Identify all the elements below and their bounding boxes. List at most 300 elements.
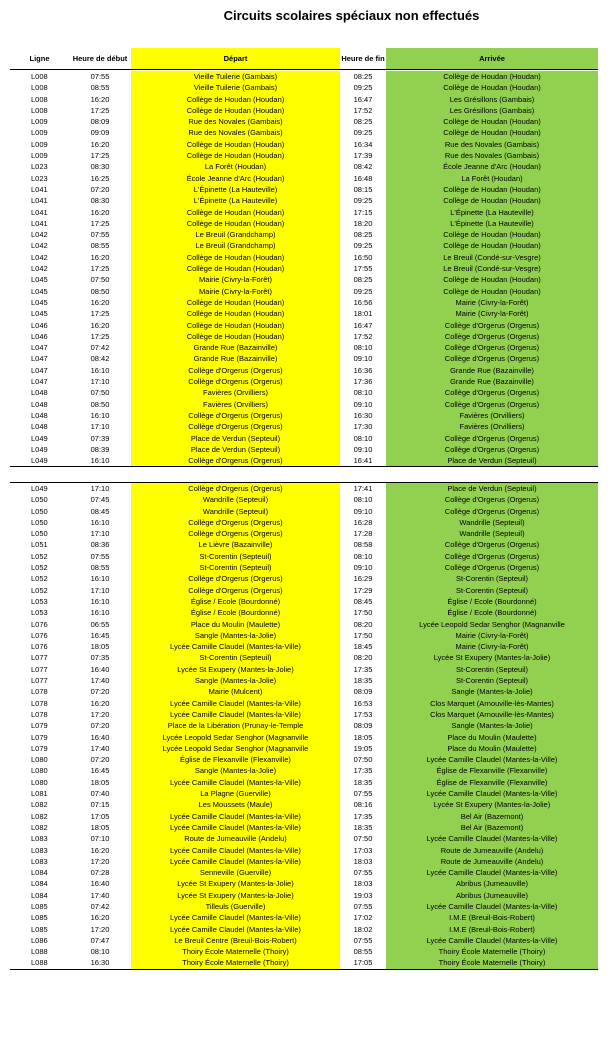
- cell-heure-debut: 08:09: [90, 117, 110, 127]
- cell-arrivee: Collège d'Orgerus (Orgerus): [386, 342, 598, 353]
- cell-arrivee: I.M.E (Breuil-Bois-Robert): [386, 912, 598, 923]
- cell-arrivee: Lycée Leopold Sedar Senghor (Magnanville: [386, 619, 598, 630]
- cell-ligne: L088: [31, 947, 48, 957]
- cell-heure-debut: 17:10: [90, 529, 110, 539]
- cell-heure-fin: 09:25: [353, 196, 373, 206]
- cell-heure-debut: 16:20: [90, 845, 110, 855]
- cell-arrivee: Thoiry École Maternelle (Thoiry): [386, 957, 598, 969]
- cell-arrivee: L'Épinette (La Hauteville): [386, 207, 598, 218]
- cell-ligne: L084: [31, 868, 48, 878]
- cell-arrivee: Collège de Houdan (Houdan): [386, 127, 598, 138]
- cell-arrivee: Route de Jumeauville (Andelu): [386, 845, 598, 856]
- cell-heure-debut: 16:20: [90, 94, 110, 104]
- cell-heure-fin: 16:47: [353, 94, 373, 104]
- table-row: [10, 551, 598, 562]
- table-row: [10, 596, 598, 607]
- cell-arrivee: Collège de Houdan (Houdan): [386, 82, 598, 93]
- cell-ligne: L077: [31, 664, 48, 674]
- cell-depart: Rue des Novales (Gambais): [131, 127, 340, 138]
- cell-ligne: L050: [31, 495, 48, 505]
- cell-arrivee: Collège de Houdan (Houdan): [386, 195, 598, 206]
- cell-heure-fin: 08:15: [353, 184, 373, 194]
- cell-depart: Collège de Houdan (Houdan): [131, 218, 340, 229]
- cell-depart: Collège d'Orgerus (Orgerus): [131, 585, 340, 596]
- cell-heure-fin: 08:10: [353, 551, 373, 561]
- cell-heure-debut: 08:55: [90, 83, 110, 93]
- table-row: [10, 494, 598, 505]
- cell-ligne: L023: [31, 162, 48, 172]
- cell-heure-fin: 09:25: [353, 241, 373, 251]
- table-row: [10, 765, 598, 776]
- cell-ligne: L045: [31, 309, 48, 319]
- cell-arrivee: Route de Jumeauville (Andelu): [386, 856, 598, 867]
- table-row: [10, 743, 598, 754]
- cell-arrivee: Les Grésillons (Gambais): [386, 105, 598, 116]
- cell-ligne: L046: [31, 320, 48, 330]
- cell-ligne: L052: [31, 551, 48, 561]
- table-row: [10, 867, 598, 878]
- cell-ligne: L045: [31, 275, 48, 285]
- cell-depart: Vieille Tuilerie (Gambais): [131, 82, 340, 93]
- cell-heure-fin: 09:25: [353, 286, 373, 296]
- header-arrivee: Arrivée: [386, 48, 598, 70]
- table-row: [10, 331, 598, 342]
- header-heure-fin: Heure de fin: [340, 48, 386, 70]
- cell-ligne: L008: [31, 105, 48, 115]
- cell-ligne: L085: [31, 924, 48, 934]
- table-row: [10, 421, 598, 432]
- cell-heure-fin: 08:55: [353, 947, 373, 957]
- table-row: [10, 342, 598, 353]
- cell-depart: Rue des Novales (Gambais): [131, 116, 340, 127]
- cell-heure-fin: 17:55: [353, 264, 373, 274]
- cell-heure-debut: 08:42: [90, 354, 110, 364]
- cell-arrivee: St-Corentin (Septeuil): [386, 664, 598, 675]
- cell-arrivee: Église de Flexanville (Flexanville): [386, 777, 598, 788]
- cell-ligne: L082: [31, 811, 48, 821]
- cell-heure-debut: 07:20: [90, 184, 110, 194]
- cell-arrivee: Collège de Houdan (Houdan): [386, 229, 598, 240]
- table-row: [10, 811, 598, 822]
- cell-heure-debut: 16:10: [90, 410, 110, 420]
- cell-ligne: L079: [31, 732, 48, 742]
- cell-ligne: L051: [31, 540, 48, 550]
- cell-heure-fin: 09:10: [353, 506, 373, 516]
- cell-ligne: L080: [31, 777, 48, 787]
- cell-depart: Collège de Houdan (Houdan): [131, 297, 340, 308]
- cell-depart: Lycée Camille Claudel (Mantes-la-Ville): [131, 709, 340, 720]
- cell-heure-fin: 16:29: [353, 574, 373, 584]
- cell-depart: Lycée Camille Claudel (Mantes-la-Ville): [131, 912, 340, 923]
- cell-heure-debut: 18:05: [90, 642, 110, 652]
- cell-heure-fin: 19:03: [353, 890, 373, 900]
- cell-arrivee: Abribus (Jumeauville): [386, 890, 598, 901]
- cell-ligne: L047: [31, 354, 48, 364]
- cell-heure-debut: 08:36: [90, 540, 110, 550]
- cell-heure-debut: 16:20: [90, 139, 110, 149]
- cell-heure-fin: 16:30: [353, 410, 373, 420]
- table-row: [10, 912, 598, 923]
- table-row: [10, 94, 598, 105]
- cell-ligne: L077: [31, 653, 48, 663]
- cell-heure-fin: 09:10: [353, 444, 373, 454]
- table-row: [10, 320, 598, 331]
- cell-depart: Collège d'Orgerus (Orgerus): [131, 376, 340, 387]
- table-row: [10, 709, 598, 720]
- cell-heure-debut: 17:40: [90, 676, 110, 686]
- table-row: [10, 528, 598, 539]
- cell-heure-debut: 07:10: [90, 834, 110, 844]
- cell-heure-fin: 08:09: [353, 687, 373, 697]
- cell-arrivee: St-Corentin (Septeuil): [386, 573, 598, 584]
- cell-heure-fin: 16:47: [353, 320, 373, 330]
- cell-arrivee: Bel Air (Bazemont): [386, 811, 598, 822]
- cell-heure-fin: 17:28: [353, 529, 373, 539]
- cell-ligne: L049: [10, 455, 69, 467]
- cell-arrivee: Collège d'Orgerus (Orgerus): [386, 562, 598, 573]
- cell-ligne: L009: [31, 151, 48, 161]
- cell-arrivee: Rue des Novales (Gambais): [386, 150, 598, 161]
- cell-ligne: L008: [31, 94, 48, 104]
- table-row: [10, 263, 598, 274]
- table-row: [10, 607, 598, 618]
- cell-ligne: L047: [31, 365, 48, 375]
- cell-heure-fin: 18:35: [353, 777, 373, 787]
- cell-heure-debut: 07:42: [90, 343, 110, 353]
- cell-depart: Place de Verdun (Septeuil): [131, 433, 340, 444]
- cell-heure-debut: 16:20: [90, 913, 110, 923]
- cell-depart: Collège de Houdan (Houdan): [131, 331, 340, 342]
- cell-depart: Mairie (Civry-la-Forêt): [131, 274, 340, 285]
- header-heure-debut: Heure de début: [69, 48, 131, 70]
- cell-heure-debut: 17:25: [90, 105, 110, 115]
- table-row: [10, 901, 598, 912]
- table-row: [10, 297, 598, 308]
- table-row: [10, 184, 598, 195]
- cell-heure-fin: 08:16: [353, 800, 373, 810]
- table-row: [10, 652, 598, 663]
- cell-arrivee: Collège de Houdan (Houdan): [386, 286, 598, 297]
- cell-heure-fin: 09:25: [353, 128, 373, 138]
- table-row: [10, 353, 598, 364]
- table-row: [10, 150, 598, 161]
- cell-arrivee: Mairie (Civry-la-Forêt): [386, 308, 598, 319]
- table-row: [10, 890, 598, 901]
- cell-heure-fin: 08:20: [353, 653, 373, 663]
- cell-depart: Lycée St Exupery (Mantes-la-Jolie): [131, 890, 340, 901]
- cell-arrivee: Église / Ecole (Bourdonné): [386, 607, 598, 618]
- cell-heure-fin: 18:03: [353, 879, 373, 889]
- cell-heure-debut: 17:05: [90, 811, 110, 821]
- cell-arrivee: Collège de Houdan (Houdan): [386, 240, 598, 251]
- header-depart: Départ: [131, 48, 340, 70]
- cell-heure-debut: 07:47: [90, 935, 110, 945]
- cell-depart: Lycée Camille Claudel (Mantes-la-Ville): [131, 822, 340, 833]
- cell-arrivee: Place de Verdun (Septeuil): [386, 455, 598, 467]
- cell-arrivee: Lycée St Exupery (Mantes-la-Jolie): [386, 652, 598, 663]
- cell-depart: Lycée Camille Claudel (Mantes-la-Ville): [131, 641, 340, 652]
- cell-arrivee: St-Corentin (Septeuil): [386, 585, 598, 596]
- cell-heure-fin: 08:09: [353, 721, 373, 731]
- table-row: [10, 365, 598, 376]
- cell-arrivee: Lycée Camille Claudel (Mantes-la-Ville): [386, 935, 598, 946]
- cell-ligne: L076: [31, 619, 48, 629]
- table-row: [10, 517, 598, 528]
- cell-heure-debut: 07:40: [90, 789, 110, 799]
- cell-arrivee: Place du Moulin (Maulette): [386, 732, 598, 743]
- table-row: [10, 641, 598, 652]
- cell-heure-debut: 16:10: [90, 365, 110, 375]
- cell-ligne: L079: [31, 743, 48, 753]
- cell-arrivee: Collège d'Orgerus (Orgerus): [386, 494, 598, 505]
- cell-depart: Les Moussets (Maule): [131, 799, 340, 810]
- cell-arrivee: Sangle (Mantes-la-Jolie): [386, 686, 598, 697]
- cell-depart: Collège de Houdan (Houdan): [131, 263, 340, 274]
- cell-depart: Collège d'Orgerus (Orgerus): [131, 365, 340, 376]
- table-row: [10, 116, 598, 127]
- cell-arrivee: Grande Rue (Bazainville): [386, 365, 598, 376]
- cell-arrivee: Lycée Camille Claudel (Mantes-la-Ville): [386, 788, 598, 799]
- cell-ligne: L049: [31, 444, 48, 454]
- cell-arrivee: Collège d'Orgerus (Orgerus): [386, 399, 598, 410]
- cell-depart: Grande Rue (Bazainville): [131, 342, 340, 353]
- cell-heure-debut: 08:50: [90, 286, 110, 296]
- cell-heure-debut: 07:35: [90, 653, 110, 663]
- cell-heure-fin: 08:10: [353, 495, 373, 505]
- cell-arrivee: Collège d'Orgerus (Orgerus): [386, 433, 598, 444]
- cell-heure-fin: 17:05: [340, 957, 386, 969]
- cell-heure-debut: 17:20: [90, 709, 110, 719]
- cell-depart: Thoiry École Maternelle (Thoiry): [131, 957, 340, 969]
- table-row: [10, 619, 598, 630]
- cell-depart: Collège d'Orgerus (Orgerus): [131, 410, 340, 421]
- cell-arrivee: La Forêt (Houdan): [386, 173, 598, 184]
- cell-heure-fin: 09:25: [353, 83, 373, 93]
- cell-arrivee: Mairie (Civry-la-Forêt): [386, 641, 598, 652]
- cell-heure-debut: 07:39: [90, 433, 110, 443]
- cell-heure-fin: 08:10: [353, 388, 373, 398]
- cell-heure-debut: 07:42: [90, 901, 110, 911]
- cell-arrivee: Collège d'Orgerus (Orgerus): [386, 353, 598, 364]
- cell-heure-debut: 17:25: [90, 309, 110, 319]
- cell-heure-fin: 17:52: [353, 105, 373, 115]
- cell-heure-debut: 16:20: [90, 252, 110, 262]
- cell-heure-debut: 17:10: [90, 422, 110, 432]
- cell-depart: Favières (Orvilliers): [131, 387, 340, 398]
- cell-depart: Collège d'Orgerus (Orgerus): [131, 528, 340, 539]
- cell-ligne: L088: [10, 957, 69, 969]
- cell-heure-fin: 07:55: [353, 935, 373, 945]
- cell-arrivee: Lycée Camille Claudel (Mantes-la-Ville): [386, 901, 598, 912]
- header-ligne: Ligne: [10, 48, 69, 70]
- cell-arrivee: Collège de Houdan (Houdan): [386, 274, 598, 285]
- cell-arrivee: Collège de Houdan (Houdan): [386, 116, 598, 127]
- cell-arrivee: Place du Moulin (Maulette): [386, 743, 598, 754]
- cell-heure-debut: 07:15: [90, 800, 110, 810]
- cell-ligne: L042: [31, 264, 48, 274]
- cell-arrivee: Bel Air (Bazemont): [386, 822, 598, 833]
- cell-heure-debut: 16:30: [69, 957, 131, 969]
- cell-heure-fin: 17:02: [353, 913, 373, 923]
- cell-heure-debut: 17:25: [90, 218, 110, 228]
- cell-ligne: L079: [31, 721, 48, 731]
- table-row: [10, 777, 598, 788]
- table-row: [10, 127, 598, 138]
- table-row: [10, 720, 598, 731]
- cell-depart: Sangle (Mantes-la-Jolie): [131, 675, 340, 686]
- cell-arrivee: Mairie (Civry-la-Forêt): [386, 630, 598, 641]
- cell-heure-fin: 18:20: [353, 218, 373, 228]
- cell-ligne: L042: [31, 241, 48, 251]
- table-row: [10, 218, 598, 229]
- cell-depart: Lycée Leopold Sedar Senghor (Magnanville: [131, 732, 340, 743]
- cell-ligne: L053: [31, 596, 48, 606]
- table-row: [10, 732, 598, 743]
- table-row: [10, 433, 598, 444]
- cell-heure-debut: 18:05: [90, 777, 110, 787]
- cell-heure-debut: 17:10: [90, 484, 110, 493]
- cell-ligne: L048: [31, 388, 48, 398]
- cell-heure-debut: 07:28: [90, 868, 110, 878]
- table-row: [10, 856, 598, 867]
- cell-heure-fin: 16:34: [353, 139, 373, 149]
- cell-depart: Lycée Leopold Sedar Senghor (Magnanville: [131, 743, 340, 754]
- cell-heure-debut: 07:20: [90, 755, 110, 765]
- table-row: [10, 195, 598, 206]
- cell-heure-debut: 08:45: [90, 506, 110, 516]
- cell-depart: Collège d'Orgerus (Orgerus): [131, 455, 340, 467]
- cell-ligne: L009: [31, 117, 48, 127]
- cell-heure-fin: 16:50: [353, 252, 373, 262]
- cell-heure-fin: 08:25: [353, 117, 373, 127]
- table-row: [10, 376, 598, 387]
- cell-ligne: L041: [31, 184, 48, 194]
- cell-depart: Collège de Houdan (Houdan): [131, 320, 340, 331]
- cell-ligne: L048: [31, 410, 48, 420]
- cell-depart: Grande Rue (Bazainville): [131, 353, 340, 364]
- cell-ligne: L053: [31, 608, 48, 618]
- cell-heure-debut: 16:20: [90, 320, 110, 330]
- cell-heure-fin: 09:10: [353, 354, 373, 364]
- cell-heure-fin: 08:25: [353, 275, 373, 285]
- cell-heure-debut: 17:40: [90, 890, 110, 900]
- cell-heure-fin: 17:35: [353, 664, 373, 674]
- cell-heure-debut: 07:20: [90, 721, 110, 731]
- cell-heure-debut: 08:50: [90, 399, 110, 409]
- cell-depart: Le Breuil (Grandchamp): [131, 229, 340, 240]
- table-header: [10, 48, 598, 70]
- cell-depart: Favières (Orvilliers): [131, 399, 340, 410]
- cell-heure-debut: 16:20: [90, 207, 110, 217]
- cell-ligne: L041: [31, 196, 48, 206]
- cell-heure-fin: 16:41: [340, 455, 386, 467]
- cell-ligne: L085: [31, 901, 48, 911]
- table-row: [10, 506, 598, 517]
- cell-depart: Collège de Houdan (Houdan): [131, 139, 340, 150]
- cell-heure-fin: 07:55: [353, 901, 373, 911]
- table-row: [10, 286, 598, 297]
- cell-heure-fin: 07:55: [353, 789, 373, 799]
- cell-heure-debut: 07:55: [90, 72, 110, 81]
- cell-ligne: L023: [31, 173, 48, 183]
- cell-ligne: L009: [31, 128, 48, 138]
- cell-heure-debut: 07:45: [90, 495, 110, 505]
- cell-heure-debut: 16:10: [90, 596, 110, 606]
- cell-depart: Place de la Libération (Prunay-le-Temple: [131, 720, 340, 731]
- cell-depart: Mairie (Civry-la-Forêt): [131, 286, 340, 297]
- cell-arrivee: Lycée Camille Claudel (Mantes-la-Ville): [386, 754, 598, 765]
- cell-depart: Senneville (Guerville): [131, 867, 340, 878]
- cell-heure-fin: 07:55: [353, 868, 373, 878]
- cell-heure-fin: 17:15: [353, 207, 373, 217]
- table-row: [10, 240, 598, 251]
- cell-heure-debut: 17:10: [90, 377, 110, 387]
- table-row: [10, 105, 598, 116]
- cell-heure-debut: 16:40: [90, 879, 110, 889]
- cell-ligne: L049: [31, 433, 48, 443]
- cell-heure-debut: 16:10: [90, 608, 110, 618]
- cell-depart: L'Épinette (La Hauteville): [131, 195, 340, 206]
- cell-depart: Collège d'Orgerus (Orgerus): [131, 573, 340, 584]
- cell-heure-fin: 18:03: [353, 856, 373, 866]
- cell-depart: Collège de Houdan (Houdan): [131, 252, 340, 263]
- cell-depart: St-Corentin (Septeuil): [131, 551, 340, 562]
- cell-ligne: L045: [31, 297, 48, 307]
- cell-ligne: L041: [31, 207, 48, 217]
- cell-ligne: L084: [31, 890, 48, 900]
- cell-arrivee: Lycée St Exupery (Mantes-la-Jolie): [386, 799, 598, 810]
- cell-arrivee: Église / Ecole (Bourdonné): [386, 596, 598, 607]
- cell-heure-debut: 08:10: [90, 947, 110, 957]
- cell-heure-debut: 07:50: [90, 275, 110, 285]
- cell-arrivee: Collège d'Orgerus (Orgerus): [386, 331, 598, 342]
- cell-ligne: L083: [31, 856, 48, 866]
- table-row: [10, 562, 598, 573]
- cell-heure-debut: 07:55: [90, 230, 110, 240]
- table-row: [10, 71, 598, 82]
- cell-heure-fin: 08:58: [353, 540, 373, 550]
- table-row: [10, 455, 598, 467]
- cell-heure-fin: 08:45: [353, 596, 373, 606]
- cell-heure-fin: 17:36: [353, 377, 373, 387]
- cell-heure-fin: 09:10: [353, 563, 373, 573]
- cell-heure-debut: 08:55: [90, 241, 110, 251]
- cell-heure-debut: 08:55: [90, 563, 110, 573]
- cell-arrivee: Le Breuil (Condé-sur-Vesgre): [386, 263, 598, 274]
- cell-ligne: L082: [31, 822, 48, 832]
- cell-heure-fin: 08:10: [353, 433, 373, 443]
- cell-heure-fin: 17:29: [353, 585, 373, 595]
- cell-heure-fin: 17:41: [353, 484, 373, 493]
- cell-heure-fin: 18:02: [353, 924, 373, 934]
- cell-ligne: L042: [31, 252, 48, 262]
- table-row: [10, 308, 598, 319]
- table-row: [10, 664, 598, 675]
- cell-heure-debut: 08:30: [90, 162, 110, 172]
- cell-arrivee: Lycée Camille Claudel (Mantes-la-Ville): [386, 867, 598, 878]
- table-row: [10, 274, 598, 285]
- cell-depart: Wandrille (Septeuil): [131, 494, 340, 505]
- cell-ligne: L052: [31, 563, 48, 573]
- cell-heure-debut: 18:05: [90, 822, 110, 832]
- cell-heure-fin: 16:48: [353, 173, 373, 183]
- cell-heure-fin: 08:25: [353, 230, 373, 240]
- cell-ligne: L085: [31, 913, 48, 923]
- table-row: [10, 173, 598, 184]
- table-row: [10, 399, 598, 410]
- cell-heure-debut: 17:10: [90, 585, 110, 595]
- cell-heure-debut: 07:50: [90, 388, 110, 398]
